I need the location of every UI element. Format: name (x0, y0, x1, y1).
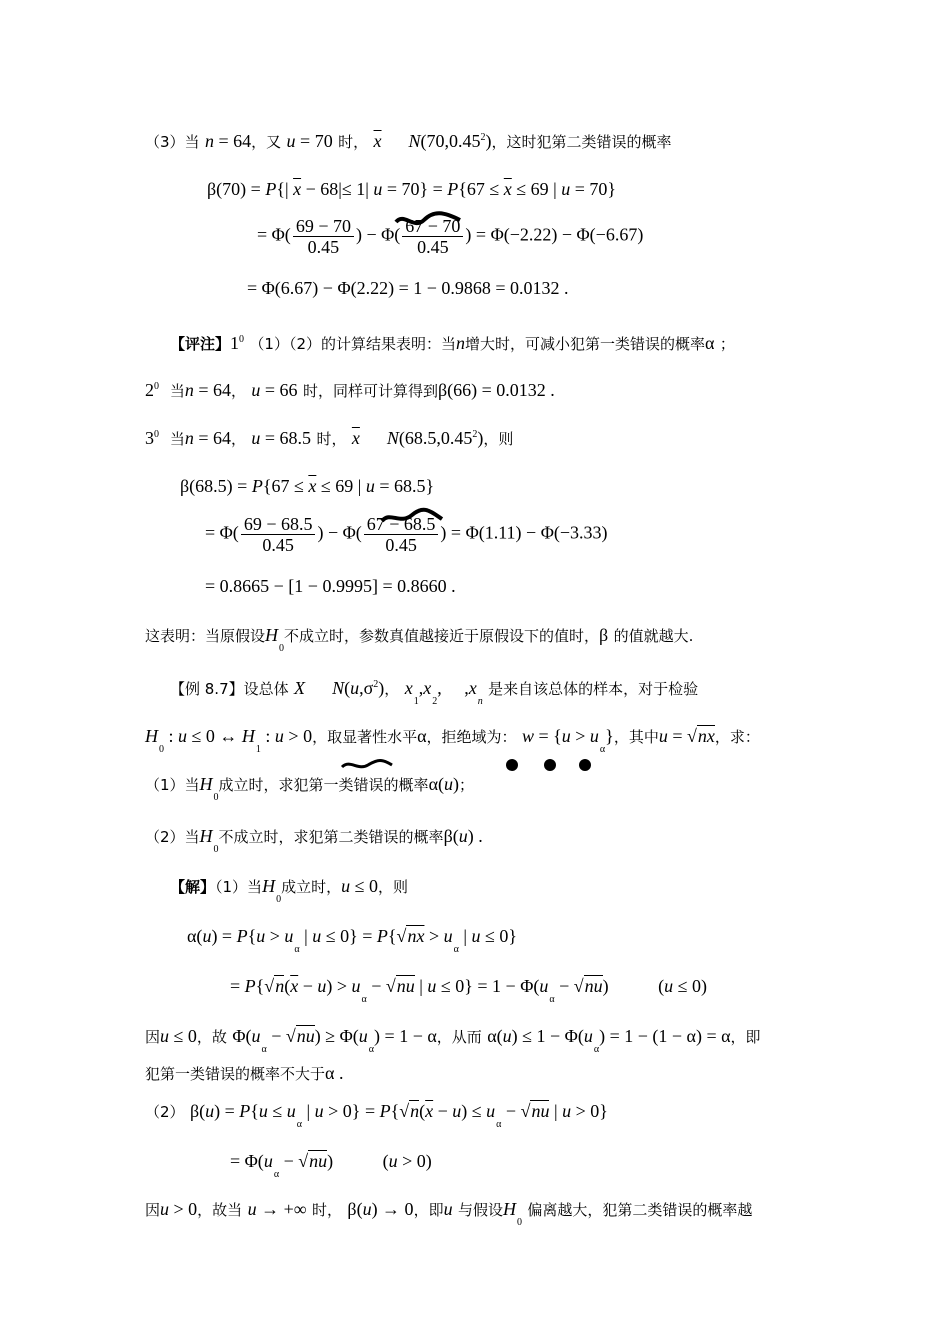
solution-line-1: 【解】（1）当$H_0$成立时，u ≤ 0，则 (170, 876, 408, 905)
formula-beta-70: β(70) = P{| $\overline{x} - 68|\le 1|$ $u = 70\} = P\{67 \le \overline{x} \le 69$ | u = 70} (207, 179, 617, 199)
formula-beta-70-step2: = Φ( $\frac{69 - 70}{0.45}$ ) − Φ( $\frac{67 - 70}{0.45}$ ) = Φ(−2.22) − Φ(−6.67) (257, 216, 644, 257)
part-2-line: （2） $\beta(u) = P\{u \le u_\alpha$ | $u > 0\} = P\{√n(\overline{x} - u) \le u_\alpha - √nu$ | u > 0} (145, 1101, 608, 1130)
example-label: 【例 8.7】 (170, 680, 244, 698)
scribble-mark (394, 210, 464, 234)
item-index: （3） (145, 133, 185, 151)
dot-mark (544, 759, 556, 771)
question-1: （1）当$H_0$成立时，求犯第一类错误的概率α(u)； (145, 774, 475, 803)
remark-line-1: 【评注】$1^0$ （1）（2）的计算结果表明：当n增大时，可减小犯第一类错误的概率α ； (170, 333, 735, 353)
remark-line-2: $2^0$ 当n = 64， u = 66 时，同样可计算得到β(66) = 0.0132 . (145, 380, 555, 400)
solution-label: 【解】 (170, 878, 216, 896)
remark-line-3: $3^0$ 当n = 64， u = 68.5 时， $\overline{x}$ N(68.5,0.45$^2$)，则 (145, 428, 514, 448)
formula-beta-70-step3: = Φ(6.67) − Φ(2.22) = 1 − 0.9868 = 0.0132 . (247, 278, 569, 298)
formula-alpha-u-step2: = $P\{√n(\overline{x} - u) > u_\alpha - √nu$ | $u \le 0\} = 1 - \Phi(u_\alpha - √nu)$ (u ≤ 0) (230, 976, 708, 1005)
text-line-1: （3）当 n = 64，又 u = 70 时， $\overline{x}$ N(70,0.45$^2$)，这时犯第二类错误的概率 (145, 131, 672, 151)
example-line-1: 【例 8.7】设总体 X $N(u,\sigma^2)$， $x_1,x_2$, $,x_n$ 是来自该总体的样本，对于检验 (170, 678, 699, 707)
remark-label: 【评注】 (170, 335, 231, 353)
question-2: （2）当$H_0$不成立时，求犯第二类错误的概率β(u) . (145, 826, 483, 855)
final-line: 因u > 0，故当 u → +∞ 时， β(u) → 0，即u 与假设$H_0$ 偏离越大，犯第二类错误的概率越 (145, 1199, 753, 1228)
formula-alpha-u: $\alpha(u) = P\{u > u_\alpha$ | $u \le 0\} = P\{√n\overline{x} > u_\alpha$ | u ≤ 0} (187, 926, 517, 955)
example-line-2: $H_0$ : u ≤ 0 ↔ $H_1$ : u > 0，取显著性水平α，拒绝域为： $w = \{u > u_\alpha\}$，其中$u = √n\overline{x}$，求： (145, 726, 760, 755)
scribble-mark (340, 755, 394, 775)
formula-beta-u: = $\Phi(u_\alpha - √nu)$ (u > 0) (230, 1151, 432, 1180)
because-line: 因u ≤ 0，故 $\Phi(u_\alpha - √nu) \ge \Phi(u_\alpha) = 1 - \alpha$，从而 $\alpha(u) \le 1 - \Phi(u_\alpha) = 1 - (1 - \alpha) = \alpha$，即 (145, 1026, 761, 1055)
scribble-mark (380, 507, 446, 531)
conclusion-line: 这表明：当原假设$H_0$不成立时，参数真值越接近于原假设下的值时，β 的值就越大. (145, 625, 694, 654)
formula-beta-685: $\beta(68.5) = P\{67 \le \overline{x} \le 69$ | u = 68.5} (180, 476, 435, 496)
dot-mark (579, 759, 591, 771)
because-line-2: 犯第一类错误的概率不大于α . (145, 1063, 344, 1083)
formula-beta-685-step3: = 0.8665 − [1 − 0.9995] = 0.8660 . (205, 576, 456, 596)
dot-mark (506, 759, 518, 771)
formula-beta-685-step2: = Φ( $\frac{69 - 68.5}{0.45}$ ) − Φ( $\frac{67 - 68.5}{0.45}$ ) = Φ(1.11) − Φ(−3.33) (205, 514, 608, 555)
